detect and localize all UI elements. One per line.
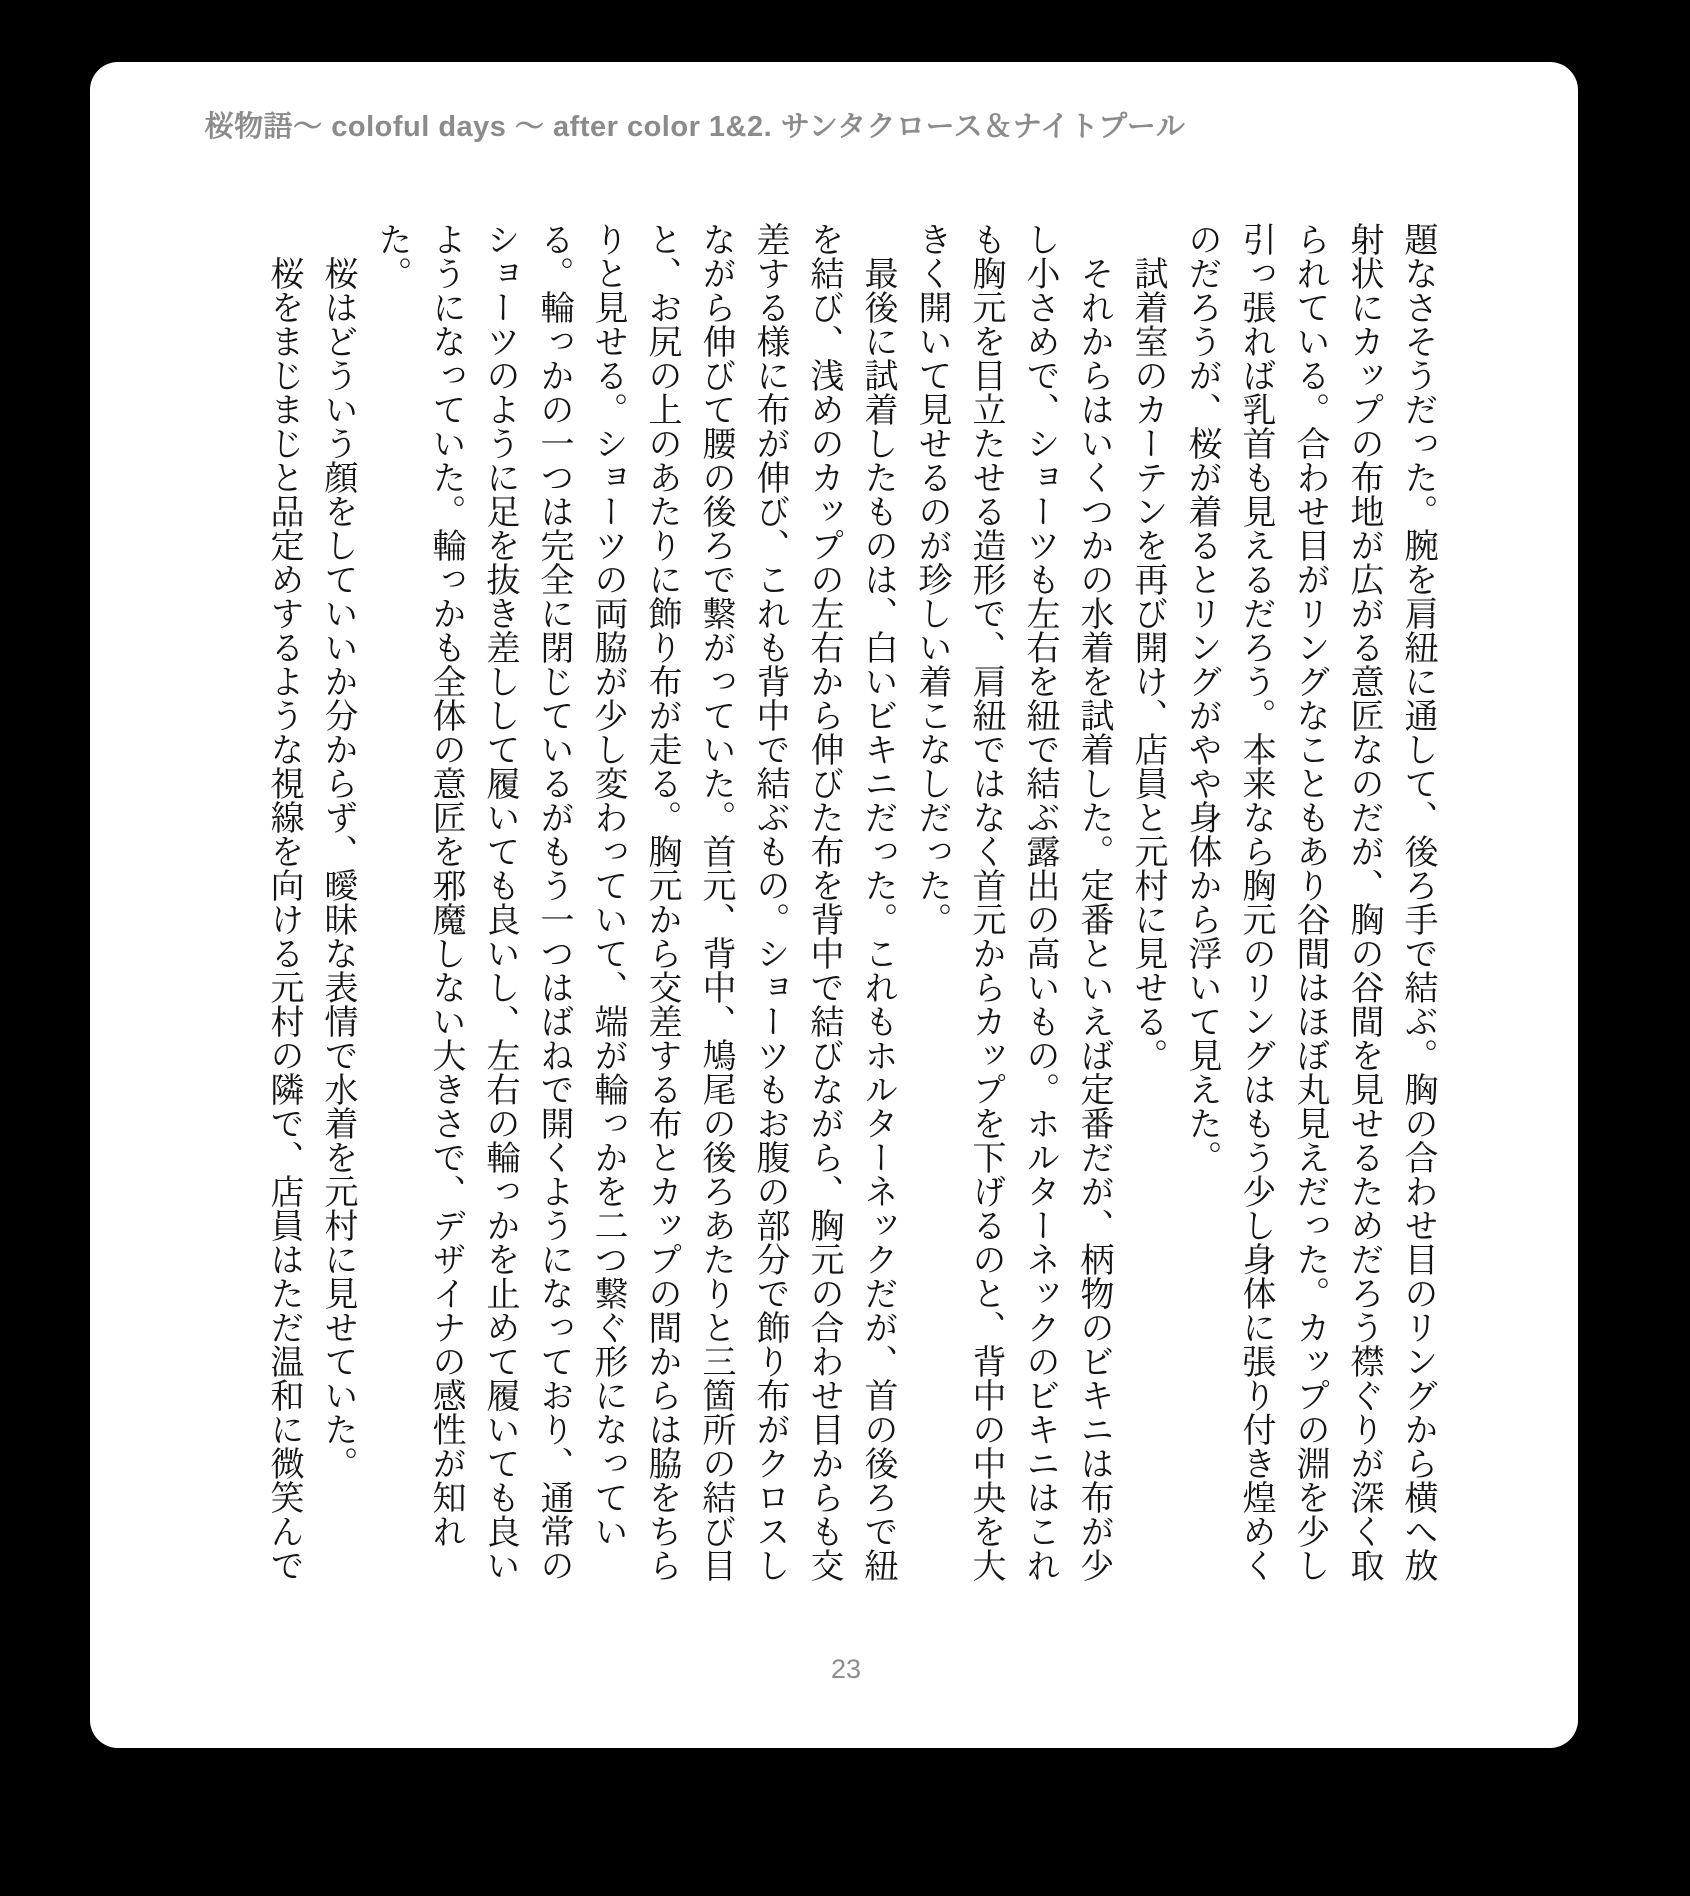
paragraph: 桜をまじまじと品定めするような視線を向ける元村の隣で、店員はただ温和に微笑んで <box>265 222 302 1582</box>
paragraph: 試着室のカーテンを再び開け、店員と元村に見せる。 <box>1129 222 1166 1072</box>
paragraph: 桜はどういう顔をしていいか分からず、曖昧な表情で水着を元村に見せていた。 <box>319 222 356 1480</box>
paragraph: 最後に試着したものは、白いビキニだった。これもホルターネックだが、首の後ろで紐を結び、浅めのカップの左右から伸びた布を背中で結びながら、胸元の合わせ目からも交差する様に布が伸び、これも背中で結ぶもの。ショーツもお腹の部分で飾り布がクロスしながら伸びて腰の後ろで繋がっていた。首元、背中、鳩尾の後ろあたりと三箇所の結び目と、お尻の上のあたりに飾り布が走る。胸元から交差する布とカップの間からは脇をちらりと見せる。ショーツの両脇が少し変わっていて、端が輪っかを二つ繋ぐ形になっている。輪っかの一つは完全に閉じているがもう一つはばねで開くようになっており、通常のショーツのように足を抜き差しして履いても良いし、左右の輪っかを止めて履いても良いようになっていた。輪っかも全体の意匠を邪魔しない大きさで、デザイナの感性が知れた。 <box>373 222 896 1582</box>
page-card <box>90 62 1578 1748</box>
page-body <box>194 222 1444 1584</box>
page-title: 桜物語〜 coloful days 〜 after color 1&2. サンタクロース＆ナイトプール <box>204 111 1186 143</box>
paragraph: それからはいくつかの水着を試着した。定番といえば定番だが、柄物のビキニは布が少し小さめで、ショーツも左右を紐で結ぶ露出の高いもの。ホルターネックのビキニはこれも胸元を目立たせる造形で、肩紐ではなく首元からカップを下げるのと、背中の中央を大きく開いて見せるのが珍しい着こなしだった。 <box>913 222 1112 1582</box>
page-number: 23 <box>830 1654 862 1684</box>
paragraph: 題なさそうだった。腕を肩紐に通して、後ろ手で結ぶ。胸の合わせ目のリングから横へ放射状にカップの布地が広がる意匠なのだが、胸の谷間を見せるためだろう襟ぐりが深く取られている。合わせ目がリングなこともあり谷間はほぼ丸見えだった。カップの淵を少し引っ張れば乳首も見えるだろう。本来なら胸元のリングはもう少し身体に張り付き煌めくのだろうが、桜が着るとリングがやや身体から浮いて見えた。 <box>1183 222 1436 1582</box>
